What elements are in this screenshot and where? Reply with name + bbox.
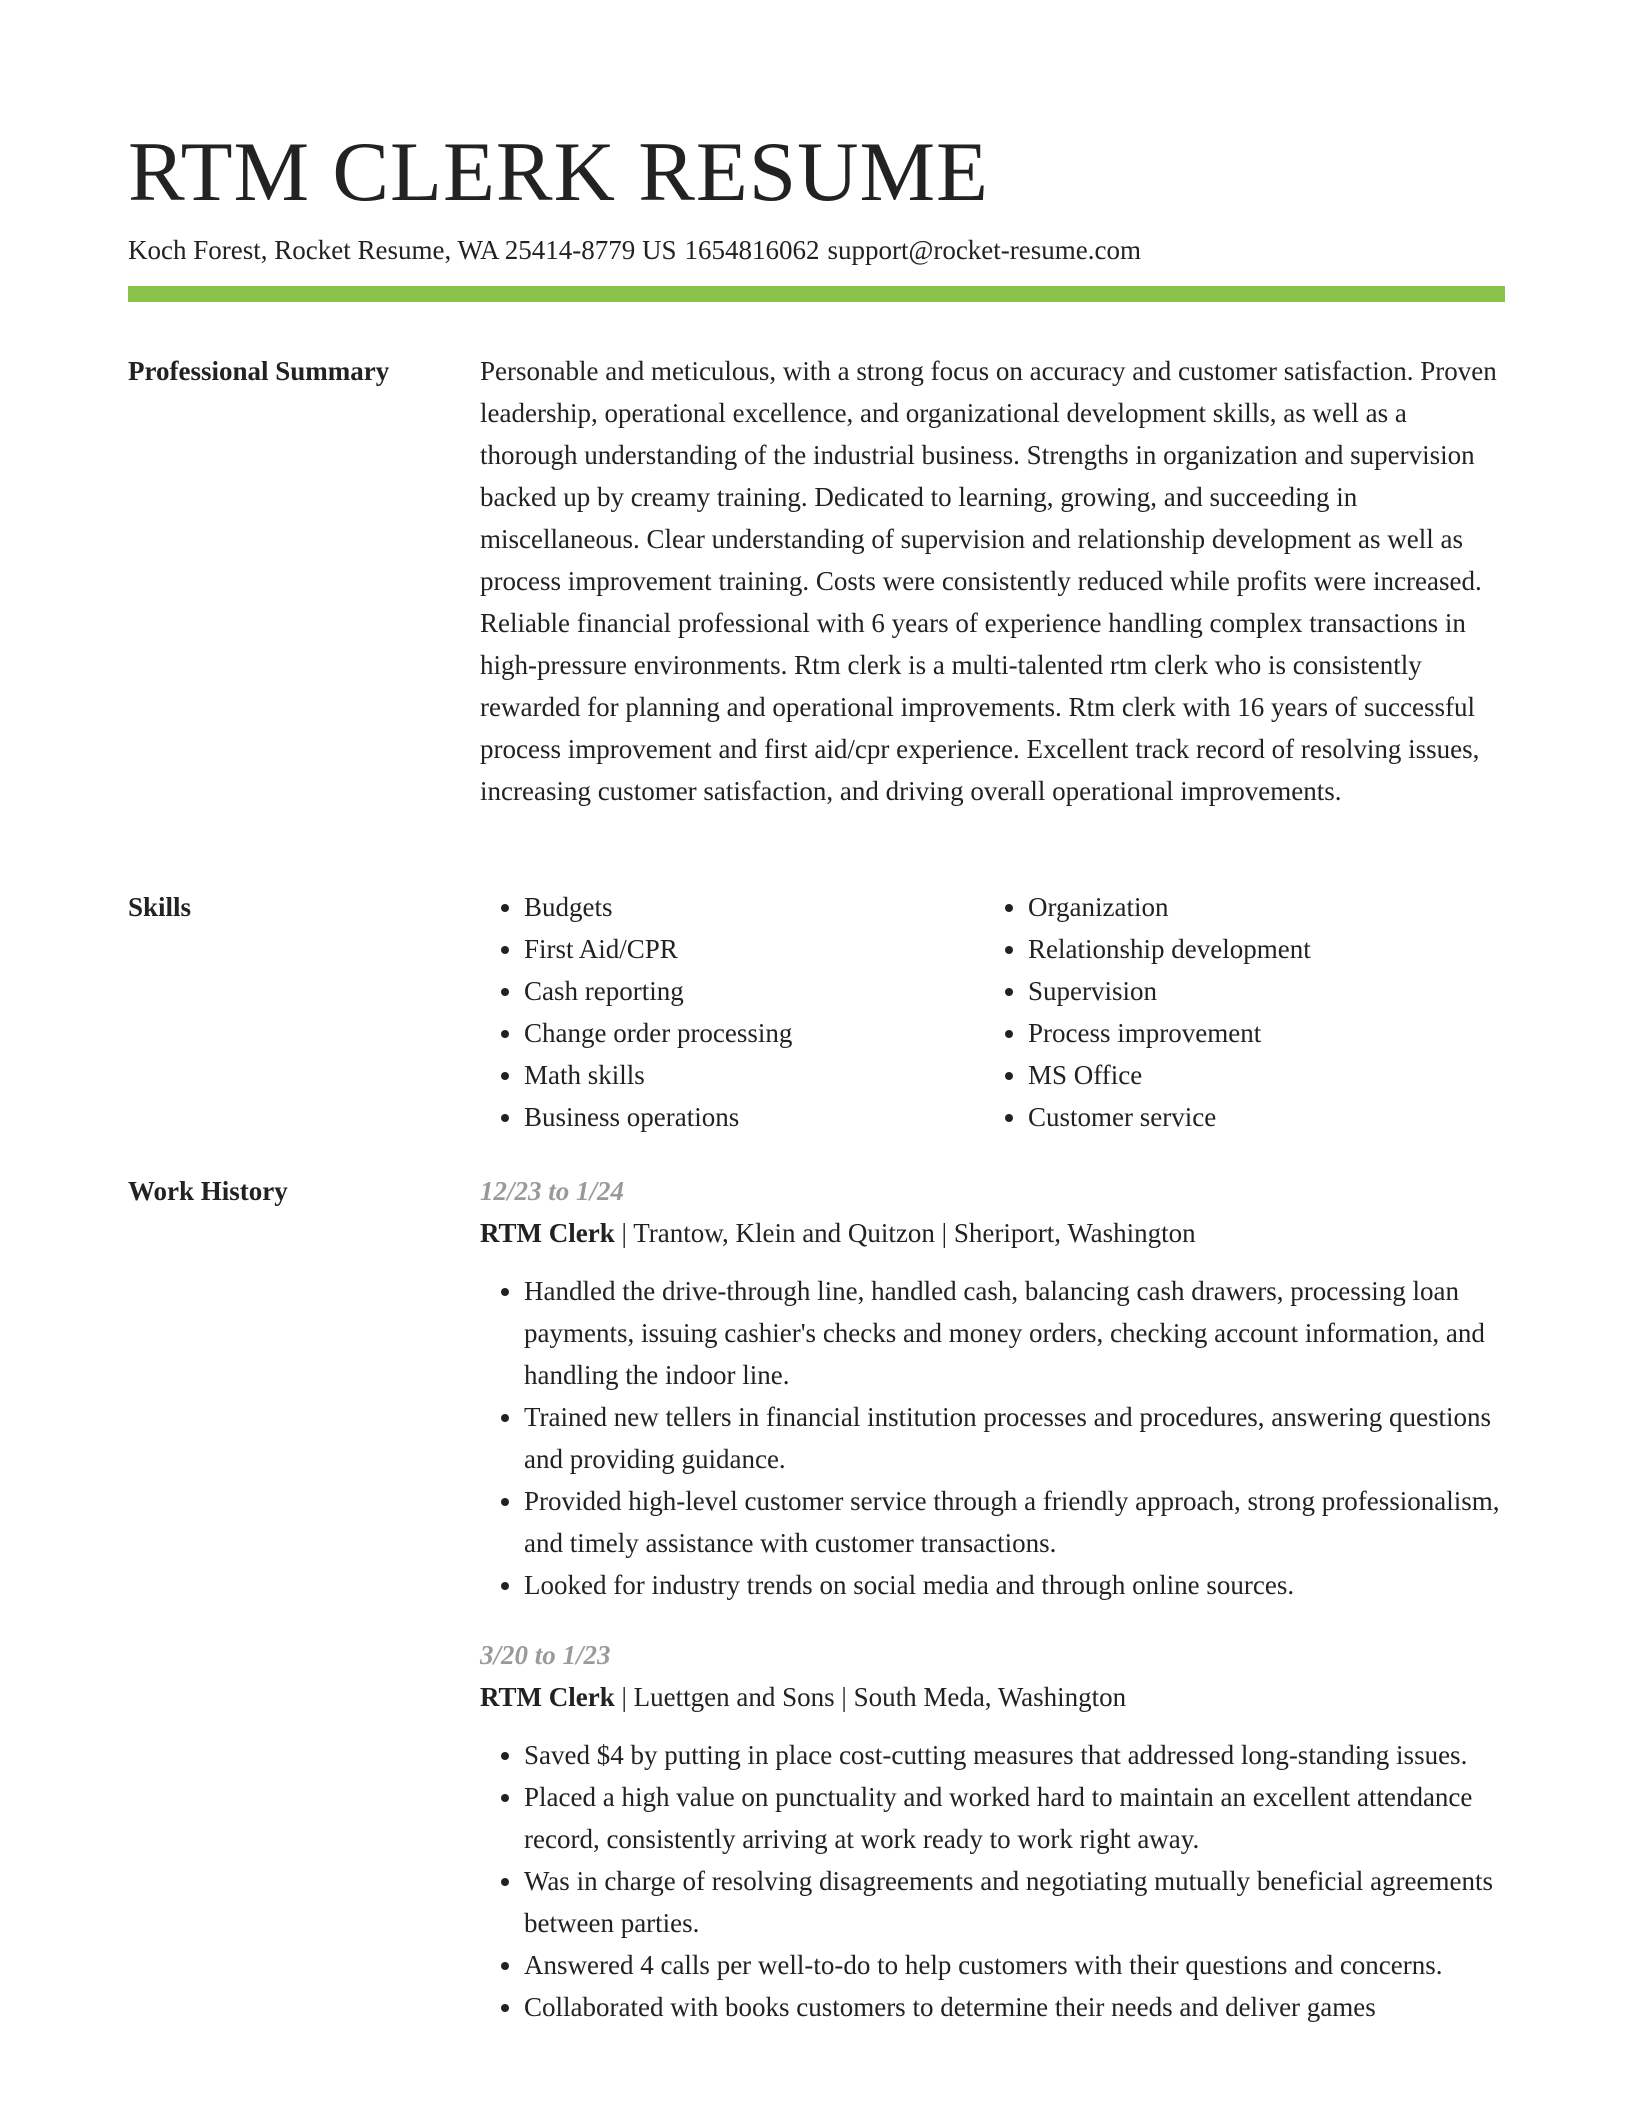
contact-phone: 1654816062 [684, 235, 820, 265]
job-dates: 3/20 to 1/23 [480, 1640, 611, 1670]
skill-item: • Cash reporting [524, 970, 984, 1012]
job-bullet: • Collaborated with books customers to determine their needs and deliver games [524, 1986, 1505, 2028]
job-title: RTM Clerk [480, 1218, 615, 1248]
contact-address: Koch Forest, Rocket Resume, WA 25414-8779 US [128, 235, 677, 265]
job-bullet: • Trained new tellers in financial institution processes and procedures, answering questions and providing guidance. [524, 1396, 1505, 1480]
skills-body [480, 886, 1505, 1138]
skill-item: • Supervision [1028, 970, 1488, 1012]
job-bullet-list [480, 1734, 1505, 2028]
skill-item: • Process improvement [1028, 1012, 1488, 1054]
skills-columns [480, 886, 1505, 1138]
skill-item: • Budgets [524, 886, 984, 928]
job-details: | Trantow, Klein and Quitzon | Sheriport, Washington [614, 1218, 1196, 1248]
summary-section [128, 350, 1505, 850]
job-title-line [480, 1212, 1505, 1254]
skill-item: • MS Office [1028, 1054, 1488, 1096]
job-title: RTM Clerk [480, 1682, 615, 1712]
job-bullet: • Answered 4 calls per well-to-do to help customers with their questions and concerns. [524, 1944, 1505, 1986]
contact-line [128, 232, 1149, 268]
skill-item: • Business operations [524, 1096, 984, 1138]
summary-text: Personable and meticulous, with a strong focus on accuracy and customer satisfaction. Proven leadership, operational excellence, and organizational development skills, as well as a thorough understanding of the industrial business. Strengths in organization and supervision backed up by creamy training. Dedicated to learning, growing, and succeeding in miscellaneous. Clear understanding of supervision and relationship development as well as process improvement training. Costs were consistently reduced while profits were increased. Reliable financial professional with 6 years of experience handling complex transactions in high-pressure environments. Rtm clerk is a multi-talented rtm clerk who is consistently rewarded for planning and operational improvements. Rtm clerk with 16 years of successful process improvement and first aid/cpr experience. Excellent track record of resolving issues, increasing customer satisfaction, and driving overall operational improvements. [480, 356, 1497, 806]
work-history-section [128, 1170, 1505, 2112]
skills-list-left [480, 886, 984, 1138]
skills-label: Skills [128, 892, 192, 922]
skill-item: • Organization [1028, 886, 1488, 928]
job-entry [480, 1634, 1505, 2028]
job-bullet: • Provided high-level customer service through a friendly approach, strong professionalism, and timely assistance with customer transactions. [524, 1480, 1505, 1564]
resume-title: RTM CLERK RESUME [128, 125, 989, 219]
job-bullet: • Placed a high value on punctuality and worked hard to maintain an excellent attendance record, consistently arriving at work ready to work right away. [524, 1776, 1505, 1860]
job-bullet: • Was in charge of resolving disagreements and negotiating mutually beneficial agreements between parties. [524, 1860, 1505, 1944]
work-history-body [480, 1170, 1505, 2056]
job-details: | Luettgen and Sons | South Meda, Washington [614, 1682, 1127, 1712]
skill-item: • First Aid/CPR [524, 928, 984, 970]
skill-item: • Change order processing [524, 1012, 984, 1054]
skill-item: • Math skills [524, 1054, 984, 1096]
job-bullet: • Saved $4 by putting in place cost-cutting measures that addressed long-standing issues. [524, 1734, 1505, 1776]
header-divider [128, 286, 1505, 302]
job-entry [480, 1170, 1505, 1606]
summary-label: Professional Summary [128, 356, 390, 386]
job-dates: 12/23 to 1/24 [480, 1176, 625, 1206]
job-bullet: • Handled the drive-through line, handled cash, balancing cash drawers, processing loan payments, issuing cashier's checks and money orders, checking account information, and handling the indoor line. [524, 1270, 1505, 1396]
contact-email: support@rocket-resume.com [827, 235, 1141, 265]
skill-item: • Relationship development [1028, 928, 1488, 970]
job-bullet-list [480, 1270, 1505, 1606]
skill-item: • Customer service [1028, 1096, 1488, 1138]
skills-section [128, 886, 1505, 1146]
work-history-label: Work History [128, 1176, 288, 1206]
summary-body [480, 350, 1505, 812]
skills-list-right [984, 886, 1488, 1138]
job-title-line [480, 1676, 1505, 1718]
job-bullet: • Looked for industry trends on social media and through online sources. [524, 1564, 1505, 1606]
